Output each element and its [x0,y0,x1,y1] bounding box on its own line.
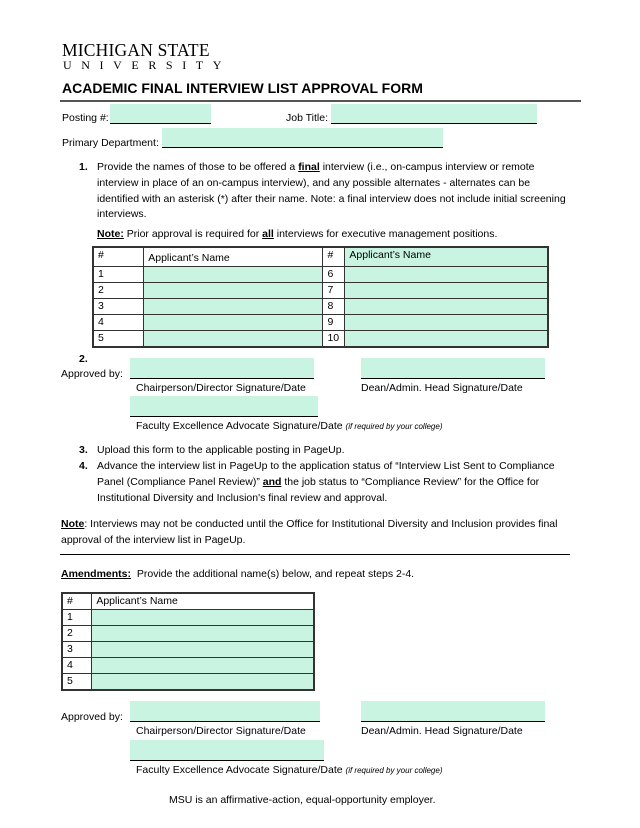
department-label: Primary Department: [62,137,159,149]
job-title-label: Job Title: [286,112,329,124]
amend-faculty-advocate-signature-field[interactable] [130,740,324,761]
row-number: 5 [62,674,92,691]
row-number: 6 [323,267,345,283]
row-number: 9 [323,315,345,331]
applicant-name-field[interactable] [345,283,548,299]
section-divider [60,554,570,555]
step-4-text-a: Advance the interview list in PageUp to the application status of “Interview List Sent to Compliance Panel (Compliance Panel Review)” [97,460,555,488]
step-1-note-b: interviews for executive management positions. [273,228,498,240]
header-name-left: Applicant’s Name [144,247,323,267]
amend-faculty-advocate-caption [136,764,442,776]
applicant-name-field[interactable] [144,267,323,283]
step-1-final-emphasis: final [298,161,320,173]
approved-by-label: Approved by: [61,368,123,380]
applicant-name-field[interactable] [92,610,314,626]
posting-number-field[interactable] [110,104,211,124]
step-3-number: 3. [79,444,88,456]
table-row [62,626,314,642]
logo-wordmark-top: MICHIGAN STATE [62,40,210,60]
amend-chair-signature-field[interactable] [130,701,320,722]
row-number: 1 [62,610,92,626]
step-1-note [97,227,567,243]
posting-label: Posting #: [62,112,109,124]
row-number: 8 [323,299,345,315]
dean-signature-field[interactable] [361,358,545,379]
step-4-number: 4. [79,460,88,472]
table-row [62,674,314,691]
row-number: 3 [62,642,92,658]
step-4-text [97,459,567,506]
applicant-table-header [93,247,548,267]
amend-faculty-note: (if required by your college) [345,766,443,775]
applicant-name-field[interactable] [92,674,314,691]
table-row [62,658,314,674]
table-row [93,283,548,299]
row-number: 4 [62,658,92,674]
header-number-right: # [323,247,345,267]
applicant-name-field[interactable] [92,642,314,658]
amend-header-number: # [62,593,92,610]
applicant-name-field[interactable] [92,626,314,642]
applicant-name-field[interactable] [345,299,548,315]
table-row [93,315,548,331]
table-row [93,299,548,315]
amendments-heading [61,568,414,580]
step-1-note-label: Note: [97,228,124,240]
compliance-note-text: : Interviews may not be conducted until the Office for Institutional Diversity and Inclusion provides final approval of the interview list in PageUp. [61,518,558,546]
footer-statement: MSU is an affirmative-action, equal-opportunity employer. [169,794,436,806]
amend-approved-by-label: Approved by: [61,711,123,723]
step-1-text-b: interview (i.e., on-campus interview or remote interview in place of an on-campus interview), and any possible alternates - alternates can be identified with an asterisk (*) after their name. Note: a final interview does not include initial screening interviews. [97,161,566,221]
step-1-text [97,160,567,223]
amend-dean-signature-field[interactable] [361,701,545,722]
step-1-note-all: all [262,228,274,240]
logo-wordmark-bottom: UNIVERSITY [63,58,231,72]
amendments-table-header [62,593,314,610]
applicant-name-field[interactable] [92,658,314,674]
compliance-note-label: Note [61,518,85,530]
title-divider [60,100,581,102]
amend-dean-caption: Dean/Admin. Head Signature/Date [361,725,523,737]
form-title: ACADEMIC FINAL INTERVIEW LIST APPROVAL FORM [62,80,423,96]
row-number: 7 [323,283,345,299]
row-number: 4 [93,315,144,331]
applicant-table [92,246,549,348]
row-number: 10 [323,331,345,348]
applicant-name-field[interactable] [144,331,323,348]
applicant-name-field[interactable] [345,315,548,331]
faculty-advocate-caption [136,420,442,432]
amendments-text: Provide the additional name(s) below, and repeat steps 2-4. [131,568,415,580]
row-number: 2 [62,626,92,642]
applicant-name-field[interactable] [345,331,548,348]
applicant-name-field[interactable] [144,299,323,315]
chair-signature-caption: Chairperson/Director Signature/Date [136,382,306,394]
step-1-note-a: Prior approval is required for [123,228,263,240]
step-2-number: 2. [79,353,88,365]
header-name-right: Applicant’s Name [345,247,548,267]
table-row [62,610,314,626]
header-number-left: # [93,247,144,267]
compliance-note [61,517,576,549]
table-row [93,331,548,348]
amend-chair-caption: Chairperson/Director Signature/Date [136,725,306,737]
applicant-name-field[interactable] [144,315,323,331]
table-row [93,267,548,283]
amendments-label: Amendments: [61,568,132,580]
chair-signature-field[interactable] [130,358,314,379]
step-1-text-a: Provide the names of those to be offered a [97,161,299,173]
faculty-advocate-signature-field[interactable] [130,396,318,417]
job-title-field[interactable] [331,104,537,124]
step-3-text: Upload this form to the applicable posting in PageUp. [97,444,345,456]
applicant-name-field[interactable] [144,283,323,299]
department-field[interactable] [162,128,443,148]
row-number: 5 [93,331,144,348]
amendments-table [61,592,315,691]
table-row [62,642,314,658]
faculty-advocate-caption-text: Faculty Excellence Advocate Signature/Date [136,420,343,432]
row-number: 1 [93,267,144,283]
applicant-name-field[interactable] [345,267,548,283]
step-4-and-emphasis: and [262,475,282,488]
row-number: 3 [93,299,144,315]
step-1-number: 1. [79,161,88,173]
step-4-text-b: the job status to “Compliance Review” for the Office for Institutional Diversity and Inclusion's final review and approval. [97,475,540,504]
dean-signature-caption: Dean/Admin. Head Signature/Date [361,382,523,394]
amend-faculty-caption-text: Faculty Excellence Advocate Signature/Date [136,764,343,776]
faculty-advocate-note: (if required by your college) [345,422,443,431]
row-number: 2 [93,283,144,299]
amend-header-name: Applicant’s Name [92,593,314,610]
